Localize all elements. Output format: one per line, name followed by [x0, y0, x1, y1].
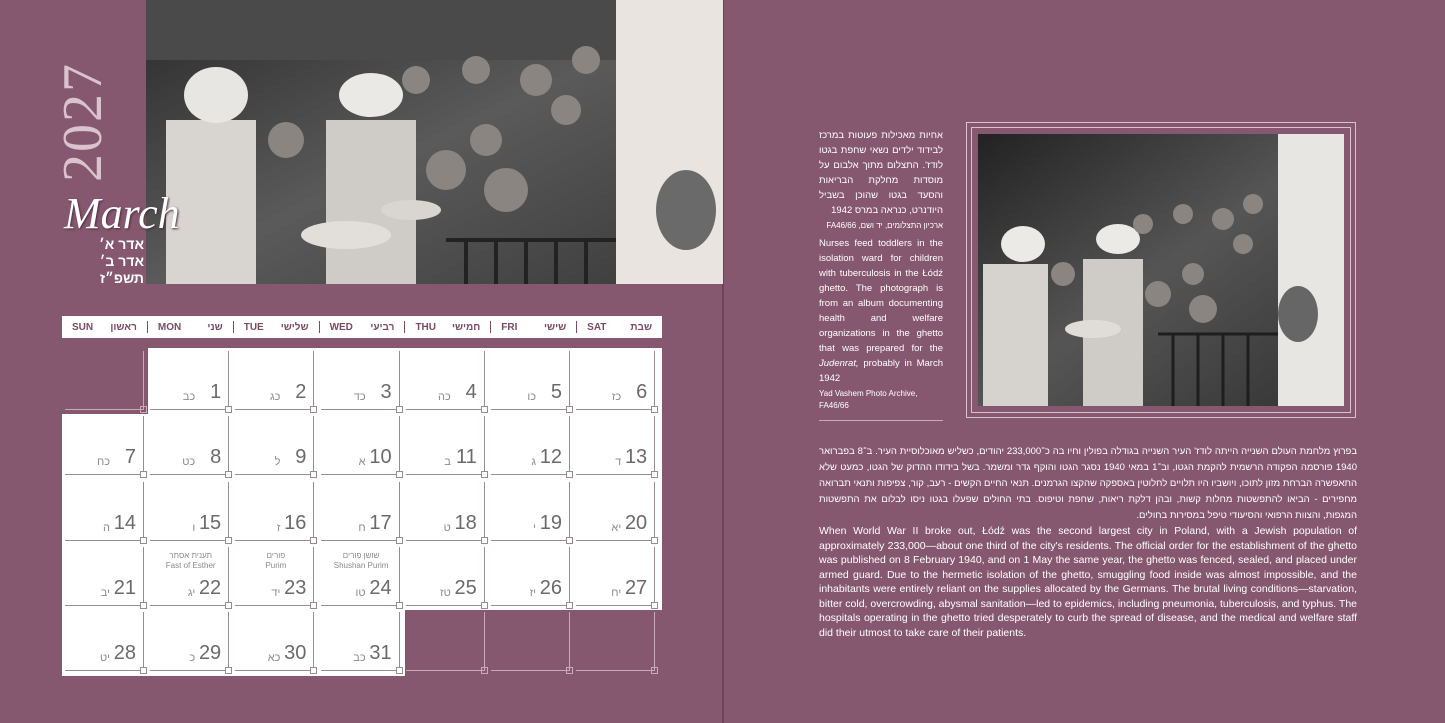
- historical-photo-framed: [978, 134, 1344, 406]
- hebrew-date: כד: [353, 391, 366, 403]
- day-number: 26: [539, 576, 562, 599]
- day-number: 16: [284, 511, 307, 534]
- day-cell: [63, 545, 148, 610]
- weekday-wed: WED רביעי: [320, 321, 406, 333]
- day-number: 13: [624, 446, 648, 469]
- day-cell: [233, 349, 318, 414]
- hebrew-date: ז: [276, 521, 281, 534]
- holiday-label-english: Shushan Purim: [333, 560, 389, 570]
- holiday-label-hebrew: שושן פורים: [342, 550, 380, 560]
- hebrew-date: ח: [358, 521, 366, 534]
- day-number: 6: [636, 381, 648, 403]
- day-cell: [574, 414, 659, 479]
- weekday-fri: FRI שישי: [491, 321, 577, 333]
- day-cell: [148, 349, 233, 414]
- hebrew-date: יח: [611, 586, 622, 599]
- holiday-label-english: Purim: [265, 560, 287, 570]
- hebrew-date: יד: [271, 586, 281, 599]
- historical-photo: [146, 0, 723, 284]
- day-number: 7: [124, 446, 136, 469]
- day-cell: [148, 414, 233, 479]
- day-cell: [63, 480, 148, 545]
- hebrew-date: יא: [611, 521, 622, 534]
- hebrew-date: יב: [100, 586, 110, 599]
- hebrew-date: ב: [444, 456, 451, 469]
- weekday-mon: MON שני: [148, 321, 234, 333]
- day-number: 22: [198, 576, 222, 599]
- day-cell: [489, 480, 574, 545]
- weekday-sun: SUN ראשון: [62, 321, 148, 333]
- day-number: 3: [380, 381, 392, 403]
- day-number: 5: [550, 381, 562, 403]
- day-number: 29: [198, 642, 222, 665]
- body-text-hebrew: בפרוץ מלחמת העולם השנייה הייתה לודז' העיר השנייה בגודלה בפולין וחיו בה כ־233,000 יהודים, כשליש מאוכלוסיית העיר. ב־8 בפברואר 1940 פורסמה הפקודה הרשמית להקמת הגטו, וב־1 במאי 1940 נסגר הגטו והוקף גדר ומשמר. בשל בידודו ההדוק של הגטו, כמעט שלא התאפשרה הברחת מזון לתוכו, ויושביו היו תלויים לחלוטין באספקה שהקצו הגרמנים. תנאי החיים הקשים - רעב, קור, צפיפות ותנאי תברואה מחפירים - הביאו להתפשטות מחלות קשות, ובהן דלקת ריאות, שחפת וטיפוס. בתי החולים שפעלו בגטו ניסו לבלום את התפשטות המגפות, והצוות הרפואי והסיעודי טיפל במסירות בחולים.: [819, 446, 1357, 521]
- holiday-label-hebrew: תענית אסתר: [169, 550, 213, 560]
- hebrew-date: ט: [443, 521, 451, 534]
- day-cell: [574, 349, 659, 414]
- weekday-tue: TUE שלישי: [234, 321, 320, 333]
- day-number: 19: [539, 511, 562, 534]
- day-cell: [404, 349, 489, 414]
- holiday-label-english: Fast of Esther: [165, 560, 216, 570]
- hebrew-date: יג: [187, 586, 196, 599]
- day-number: 10: [369, 446, 392, 469]
- day-cell: [489, 545, 574, 610]
- hebrew-date: כה: [438, 391, 451, 403]
- caption-english: Nurses feed toddlers in the isolation ward for children with tuberculosis in the Łódź ghetto. The photograph is from an album documenting health and welfare organizations in the ghetto that was prepared for the Judenrat, probably in March 1942: [819, 238, 943, 384]
- day-number: 17: [369, 511, 392, 534]
- day-number: 20: [624, 511, 648, 534]
- day-number: 9: [295, 446, 307, 469]
- day-number: 31: [369, 642, 392, 665]
- weekday-sat: SAT שבת: [587, 321, 653, 333]
- day-number: 14: [113, 511, 136, 534]
- hebrew-date: כא: [267, 652, 281, 665]
- hebrew-date: א: [358, 456, 366, 469]
- caption-hebrew-source: ארכיון התצלומים, יד ושם, FA46/66: [826, 221, 943, 230]
- day-cell: [233, 414, 318, 479]
- empty-day-cell: [489, 610, 574, 675]
- photo-caption: [819, 128, 943, 421]
- hebrew-date: כג: [269, 391, 281, 403]
- caption-hebrew: אחיות מאכילות פעוטות במרכז לבידוד ילדים נשאי שחפת בגטו לודז'. התצלום מתוך אלבום על מוסדות מחלקת הבריאות והסעד בגטו שהוכן בשביל היודנרט, כנראה במרס 1942: [819, 130, 943, 216]
- day-number: 2: [295, 381, 307, 403]
- hebrew-date: ג: [531, 456, 536, 469]
- day-number: 8: [210, 446, 222, 469]
- day-number: 1: [210, 381, 222, 403]
- day-cell: [574, 545, 659, 610]
- holiday-label: [233, 551, 318, 571]
- hebrew-date: כח: [96, 456, 110, 469]
- empty-day-cell: [404, 610, 489, 675]
- day-cell: [404, 414, 489, 479]
- day-cell: [233, 480, 318, 545]
- holiday-label-hebrew: פורים: [266, 550, 286, 560]
- hebrew-date: ד: [615, 456, 622, 469]
- day-cell: [233, 610, 318, 675]
- day-cell: [489, 414, 574, 479]
- day-cell: [404, 480, 489, 545]
- hebrew-date: כט: [182, 456, 196, 469]
- day-cell: [63, 414, 148, 479]
- hebrew-date: י: [533, 521, 536, 534]
- day-number: 25: [454, 576, 477, 599]
- day-cell: [63, 610, 148, 675]
- weekday-thu: THU חמישי: [405, 321, 491, 333]
- calendar-year: 2027: [52, 62, 114, 182]
- hebrew-date: ו: [192, 521, 196, 534]
- day-number: 24: [369, 576, 392, 599]
- day-number: 15: [198, 511, 222, 534]
- hebrew-date: ה: [103, 521, 110, 534]
- day-cell: [489, 349, 574, 414]
- weekday-header: [62, 316, 662, 338]
- day-number: 27: [624, 576, 648, 599]
- day-cell: [319, 610, 404, 675]
- day-cell: [148, 545, 233, 610]
- day-number: 11: [456, 446, 477, 469]
- hebrew-date: ל: [274, 456, 281, 469]
- hebrew-date: יז: [529, 586, 536, 599]
- empty-day-cell: [63, 349, 148, 414]
- hebrew-date: כו: [527, 391, 536, 403]
- body-text-english: When World War II broke out, Łódź was the second largest city in Poland, with a Jewish population of approximately 233,000—about one third of the city's residents. The official order for the establishment of the ghetto was published on 8 February 1940, and on 1 May the same year, the ghetto was fenced, sealed, and placed under armed guard. Due to the hermetic isolation of the ghetto, smuggling food inside was almost impossible, and the inhabitants were entirely reliant on the supplies allocated by the Germans. The brutal living conditions—starvation, bitter cold, overcrowding, abysmal sanitation—led to epidemics, including pneumonia, tuberculosis, and typhus. The hospitals operating in the ghetto tried desperately to curb the spread of disease, and the medical and welfare staff did their utmost to take care of their patients.: [819, 525, 1357, 639]
- holiday-label: [148, 551, 233, 571]
- hebrew-date: טז: [440, 586, 451, 599]
- day-cell: [404, 545, 489, 610]
- day-number: 12: [539, 446, 562, 469]
- day-cell: [574, 480, 659, 545]
- month-title: March: [64, 189, 180, 238]
- day-cell: [319, 414, 404, 479]
- day-cell: [319, 349, 404, 414]
- day-number: 30: [284, 642, 307, 665]
- hebrew-date: כב: [353, 652, 366, 665]
- day-cell: [319, 545, 404, 610]
- day-cell: [148, 610, 233, 675]
- day-number: 28: [113, 642, 136, 665]
- day-number: 21: [113, 576, 136, 599]
- hebrew-date: כ: [189, 652, 196, 665]
- hebrew-date: כב: [182, 391, 196, 403]
- hebrew-date: טו: [355, 586, 366, 599]
- day-number: 18: [454, 511, 477, 534]
- day-cell: [148, 480, 233, 545]
- hebrew-date: כז: [611, 391, 622, 403]
- hebrew-months: אדר א׳ אדר ב׳ תשפ״ז: [99, 236, 144, 286]
- holiday-label: [319, 551, 404, 571]
- caption-english-source: Yad Vashem Photo Archive, FA46/66: [819, 389, 918, 410]
- day-number: 23: [284, 576, 307, 599]
- day-cell: [233, 545, 318, 610]
- hebrew-date: יט: [99, 652, 110, 665]
- empty-day-cell: [574, 610, 659, 675]
- day-cell: [319, 480, 404, 545]
- day-number: 4: [465, 381, 477, 403]
